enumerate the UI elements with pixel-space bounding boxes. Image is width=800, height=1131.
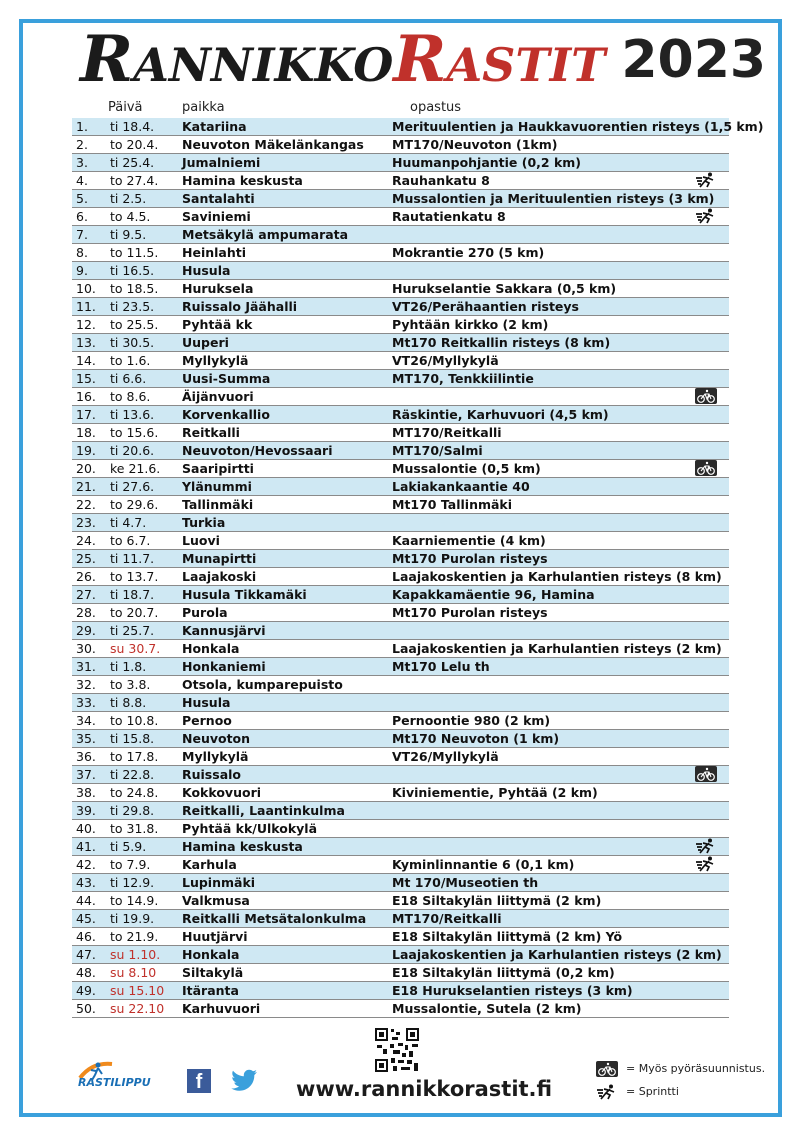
row-number: 45. xyxy=(76,911,96,926)
row-date: ti 5.9. xyxy=(110,839,147,854)
row-direction: E18 Siltakylän liittymä (0,2 km) xyxy=(392,965,615,980)
row-date: ti 20.6. xyxy=(110,443,155,458)
table-row xyxy=(72,658,729,676)
row-place: Katariina xyxy=(182,119,247,134)
row-place: Kannusjärvi xyxy=(182,623,266,638)
row-direction: Merituulentien ja Haukkavuorentien risteys (1,5 km) xyxy=(392,119,764,134)
row-place: Itäranta xyxy=(182,983,239,998)
row-date: ti 6.6. xyxy=(110,371,147,386)
row-number: 13. xyxy=(76,335,96,350)
row-direction: Kyminlinnantie 6 (0,1 km) xyxy=(392,857,575,872)
row-date: ti 12.9. xyxy=(110,875,155,890)
table-row xyxy=(72,604,729,622)
row-direction: MT170/Reitkalli xyxy=(392,425,502,440)
table-row xyxy=(72,964,729,982)
table-row xyxy=(72,208,729,226)
row-direction: VT26/Myllykylä xyxy=(392,749,499,764)
row-direction: Kaarniementie (4 km) xyxy=(392,533,546,548)
row-place: Laajakoski xyxy=(182,569,257,584)
table-row xyxy=(72,370,729,388)
row-place: Husula xyxy=(182,695,231,710)
row-number: 4. xyxy=(76,173,88,188)
table-row xyxy=(72,820,729,838)
table-row xyxy=(72,550,729,568)
row-place: Pernoo xyxy=(182,713,232,728)
row-place: Siltakylä xyxy=(182,965,244,980)
row-place: Pyhtää kk/Ulkokylä xyxy=(182,821,318,836)
row-date: ti 8.8. xyxy=(110,695,147,710)
row-number: 36. xyxy=(76,749,96,764)
row-place: Luovi xyxy=(182,533,220,548)
row-direction: Mt170 Purolan risteys xyxy=(392,605,548,620)
row-direction: Pyhtään kirkko (2 km) xyxy=(392,317,549,332)
bike-icon xyxy=(695,388,717,404)
row-direction: VT26/Perähaantien risteys xyxy=(392,299,579,314)
row-date: ti 2.5. xyxy=(110,191,147,206)
row-place: Honkala xyxy=(182,947,240,962)
row-place: Huruksela xyxy=(182,281,254,296)
row-date: to 7.9. xyxy=(110,857,151,872)
row-direction: Hurukselantie Sakkara (0,5 km) xyxy=(392,281,617,296)
row-date: su 1.10. xyxy=(110,947,161,962)
row-number: 47. xyxy=(76,947,96,962)
table-row xyxy=(72,694,729,712)
row-direction: Laajakoskentien ja Karhulantien risteys (2 km) xyxy=(392,641,722,656)
row-place: Jumalniemi xyxy=(182,155,261,170)
row-number: 26. xyxy=(76,569,96,584)
row-direction: E18 Siltakylän liittymä (2 km) Yö xyxy=(392,929,623,944)
table-row xyxy=(72,226,729,244)
page-title: RANNIKKORASTIT 2023 xyxy=(80,22,767,97)
row-date: to 20.4. xyxy=(110,137,159,152)
row-date: to 20.7. xyxy=(110,605,159,620)
row-number: 39. xyxy=(76,803,96,818)
row-place: Reitkalli, Laantinkulma xyxy=(182,803,345,818)
row-direction: MT170/Reitkalli xyxy=(392,911,502,926)
table-row xyxy=(72,352,729,370)
row-place: Ruissalo Jäähalli xyxy=(182,299,298,314)
row-number: 6. xyxy=(76,209,88,224)
table-row xyxy=(72,676,729,694)
row-number: 12. xyxy=(76,317,96,332)
row-number: 23. xyxy=(76,515,96,530)
table-row xyxy=(72,874,729,892)
table-row xyxy=(72,406,729,424)
row-number: 41. xyxy=(76,839,96,854)
row-place: Purola xyxy=(182,605,228,620)
table-row xyxy=(72,748,729,766)
table-row xyxy=(72,118,764,136)
row-date: to 17.8. xyxy=(110,749,159,764)
table-row xyxy=(72,766,729,784)
row-place: Kokkovuori xyxy=(182,785,262,800)
qr-code-icon[interactable] xyxy=(374,1027,420,1073)
table-row xyxy=(72,946,729,964)
row-number: 49. xyxy=(76,983,96,998)
row-number: 27. xyxy=(76,587,96,602)
bike-icon xyxy=(695,766,717,782)
row-direction: Rautatienkatu 8 xyxy=(392,209,506,224)
row-place: Neuvoton/Hevossaari xyxy=(182,443,333,458)
row-place: Husula xyxy=(182,263,231,278)
row-place: Lupinmäki xyxy=(182,875,256,890)
row-date: su 22.10 xyxy=(110,1001,165,1016)
row-place: Saaripirtti xyxy=(182,461,254,476)
row-date: to 11.5. xyxy=(110,245,159,260)
row-place: Saviniemi xyxy=(182,209,251,224)
row-number: 24. xyxy=(76,533,96,548)
row-date: to 6.7. xyxy=(110,533,151,548)
row-place: Metsäkylä ampumarata xyxy=(182,227,349,242)
row-date: to 21.9. xyxy=(110,929,159,944)
row-number: 50. xyxy=(76,1001,96,1016)
row-date: ti 18.7. xyxy=(110,587,155,602)
row-date: su 30.7. xyxy=(110,641,161,656)
row-place: Äijänvuori xyxy=(182,389,254,404)
row-date: to 1.6. xyxy=(110,353,151,368)
row-place: Ruissalo xyxy=(182,767,241,782)
sprint-icon xyxy=(695,172,717,188)
facebook-icon[interactable]: f xyxy=(187,1069,211,1093)
row-place: Uuperi xyxy=(182,335,229,350)
row-date: to 25.5. xyxy=(110,317,159,332)
row-number: 40. xyxy=(76,821,96,836)
row-place: Ylänummi xyxy=(182,479,252,494)
table-row xyxy=(72,334,729,352)
row-date: to 3.8. xyxy=(110,677,151,692)
table-row xyxy=(72,478,729,496)
table-row xyxy=(72,190,729,208)
row-number: 15. xyxy=(76,371,96,386)
row-date: to 10.8. xyxy=(110,713,159,728)
row-date: ti 25.7. xyxy=(110,623,155,638)
row-direction: Mt170 Tallinmäki xyxy=(392,497,513,512)
row-date: to 8.6. xyxy=(110,389,151,404)
row-place: Karhuvuori xyxy=(182,1001,261,1016)
header-direction: opastus xyxy=(410,100,462,115)
row-direction: Mokrantie 270 (5 km) xyxy=(392,245,545,260)
row-date: to 15.6. xyxy=(110,425,159,440)
row-number: 9. xyxy=(76,263,88,278)
row-number: 10. xyxy=(76,281,96,296)
row-date: ti 23.5. xyxy=(110,299,155,314)
row-direction: Mussalontie, Sutela (2 km) xyxy=(392,1001,582,1016)
row-direction: Laajakoskentien ja Karhulantien risteys (8 km) xyxy=(392,569,722,584)
row-place: Uusi-Summa xyxy=(182,371,271,386)
row-direction: Kiviniementie, Pyhtää (2 km) xyxy=(392,785,598,800)
row-number: 34. xyxy=(76,713,96,728)
row-direction: Räskintie, Karhuvuori (4,5 km) xyxy=(392,407,609,422)
row-date: to 14.9. xyxy=(110,893,159,908)
table-row xyxy=(72,928,729,946)
row-date: ti 29.8. xyxy=(110,803,155,818)
table-row xyxy=(72,622,729,640)
row-place: Hamina keskusta xyxy=(182,839,303,854)
row-direction: Mt170 Purolan risteys xyxy=(392,551,548,566)
row-direction: Kapakkamäentie 96, Hamina xyxy=(392,587,595,602)
table-row xyxy=(72,712,729,730)
table-row xyxy=(72,316,729,334)
table-row xyxy=(72,838,729,856)
row-date: ti 16.5. xyxy=(110,263,155,278)
row-direction: Lakiakankaantie 40 xyxy=(392,479,530,494)
row-direction: Rauhankatu 8 xyxy=(392,173,490,188)
sprint-icon xyxy=(695,208,717,224)
row-number: 32. xyxy=(76,677,96,692)
table-row xyxy=(72,496,729,514)
table-row xyxy=(72,460,729,478)
table-row xyxy=(72,784,729,802)
row-number: 28. xyxy=(76,605,96,620)
row-number: 30. xyxy=(76,641,96,656)
row-place: Myllykylä xyxy=(182,749,249,764)
row-direction: Mt 170/Museotien th xyxy=(392,875,539,890)
row-number: 5. xyxy=(76,191,88,206)
header-day: Päivä xyxy=(108,100,143,115)
table-row xyxy=(72,514,729,532)
row-date: ke 21.6. xyxy=(110,461,161,476)
row-place: Turkia xyxy=(182,515,226,530)
row-date: ti 1.8. xyxy=(110,659,147,674)
row-number: 8. xyxy=(76,245,88,260)
row-place: Korvenkallio xyxy=(182,407,270,422)
row-number: 29. xyxy=(76,623,96,638)
row-place: Honkaniemi xyxy=(182,659,266,674)
row-date: to 27.4. xyxy=(110,173,159,188)
row-direction: Laajakoskentien ja Karhulantien risteys (2 km) xyxy=(392,947,722,962)
row-date: ti 11.7. xyxy=(110,551,155,566)
row-direction: VT26/Myllykylä xyxy=(392,353,499,368)
rastilippu-logo: RASTILIPPU xyxy=(78,1060,170,1092)
table-row xyxy=(72,568,729,586)
row-date: to 13.7. xyxy=(110,569,159,584)
row-number: 17. xyxy=(76,407,96,422)
row-number: 37. xyxy=(76,767,96,782)
bike-icon xyxy=(596,1061,618,1077)
row-direction: MT170/Neuvoton (1km) xyxy=(392,137,558,152)
row-number: 2. xyxy=(76,137,88,152)
bike-icon xyxy=(695,460,717,476)
row-number: 33. xyxy=(76,695,96,710)
twitter-icon[interactable] xyxy=(230,1069,258,1093)
row-place: Heinlahti xyxy=(182,245,247,260)
row-number: 35. xyxy=(76,731,96,746)
website-url[interactable]: www.rannikkorastit.fi xyxy=(296,1077,553,1101)
table-row xyxy=(72,262,729,280)
row-date: to 24.8. xyxy=(110,785,159,800)
row-number: 42. xyxy=(76,857,96,872)
row-date: ti 25.4. xyxy=(110,155,155,170)
row-number: 16. xyxy=(76,389,96,404)
row-direction: Huumanpohjantie (0,2 km) xyxy=(392,155,582,170)
row-date: ti 18.4. xyxy=(110,119,155,134)
row-place: Reitkalli xyxy=(182,425,240,440)
row-number: 38. xyxy=(76,785,96,800)
row-number: 22. xyxy=(76,497,96,512)
row-number: 20. xyxy=(76,461,96,476)
row-date: ti 9.5. xyxy=(110,227,147,242)
table-row xyxy=(72,856,729,874)
row-place: Pyhtää kk xyxy=(182,317,253,332)
row-direction: Mussalontie (0,5 km) xyxy=(392,461,541,476)
schedule-table xyxy=(72,118,764,1018)
table-row xyxy=(72,892,729,910)
row-place: Tallinmäki xyxy=(182,497,254,512)
row-date: ti 22.8. xyxy=(110,767,155,782)
table-row xyxy=(72,154,729,172)
table-row xyxy=(72,730,729,748)
row-number: 7. xyxy=(76,227,88,242)
table-row xyxy=(72,280,729,298)
table-row xyxy=(72,532,729,550)
row-place: Neuvoton Mäkelänkangas xyxy=(182,137,364,152)
row-date: ti 19.9. xyxy=(110,911,155,926)
row-date: ti 27.6. xyxy=(110,479,155,494)
row-direction: Pernoontie 980 (2 km) xyxy=(392,713,551,728)
sprint-icon xyxy=(695,838,717,854)
row-number: 1. xyxy=(76,119,88,134)
row-place: Valkmusa xyxy=(182,893,250,908)
row-direction: MT170, Tenkkiilintie xyxy=(392,371,534,386)
row-date: ti 13.6. xyxy=(110,407,155,422)
row-place: Karhula xyxy=(182,857,237,872)
header-place: paikka xyxy=(182,100,225,115)
table-row xyxy=(72,982,729,1000)
row-direction: Mt170 Lelu th xyxy=(392,659,490,674)
row-number: 48. xyxy=(76,965,96,980)
row-date: to 29.6. xyxy=(110,497,159,512)
row-direction: E18 Siltakylän liittymä (2 km) xyxy=(392,893,602,908)
row-number: 31. xyxy=(76,659,96,674)
row-date: to 31.8. xyxy=(110,821,159,836)
row-place: Reitkalli Metsätalonkulma xyxy=(182,911,367,926)
row-direction: Mussalontien ja Merituulentien risteys (3 km) xyxy=(392,191,715,206)
row-number: 19. xyxy=(76,443,96,458)
row-direction: Mt170 Neuvoton (1 km) xyxy=(392,731,560,746)
table-row xyxy=(72,586,729,604)
table-row xyxy=(72,136,729,154)
row-number: 11. xyxy=(76,299,96,314)
row-date: su 8.10 xyxy=(110,965,157,980)
row-direction: MT170/Salmi xyxy=(392,443,483,458)
row-place: Santalahti xyxy=(182,191,255,206)
sprint-icon xyxy=(596,1084,618,1100)
table-row xyxy=(72,388,729,406)
table-row xyxy=(72,424,729,442)
row-place: Huutjärvi xyxy=(182,929,248,944)
row-place: Otsola, kumparepuisto xyxy=(182,677,343,692)
row-number: 25. xyxy=(76,551,96,566)
row-number: 18. xyxy=(76,425,96,440)
sprint-icon xyxy=(695,856,717,872)
row-number: 44. xyxy=(76,893,96,908)
row-place: Munapirtti xyxy=(182,551,257,566)
table-row xyxy=(72,1000,729,1018)
row-date: ti 4.7. xyxy=(110,515,147,530)
row-place: Neuvoton xyxy=(182,731,251,746)
table-row xyxy=(72,910,729,928)
row-number: 14. xyxy=(76,353,96,368)
table-row xyxy=(72,640,729,658)
row-direction: Mt170 Reitkallin risteys (8 km) xyxy=(392,335,611,350)
row-date: to 4.5. xyxy=(110,209,151,224)
row-date: ti 30.5. xyxy=(110,335,155,350)
row-number: 3. xyxy=(76,155,88,170)
row-date: to 18.5. xyxy=(110,281,159,296)
table-row xyxy=(72,802,729,820)
row-date: ti 15.8. xyxy=(110,731,155,746)
row-place: Husula Tikkamäki xyxy=(182,587,307,602)
title-year: 2023 xyxy=(621,30,767,90)
row-place: Hamina keskusta xyxy=(182,173,303,188)
table-row xyxy=(72,298,729,316)
table-row xyxy=(72,244,729,262)
row-number: 43. xyxy=(76,875,96,890)
row-date: su 15.10 xyxy=(110,983,165,998)
row-number: 46. xyxy=(76,929,96,944)
row-place: Myllykylä xyxy=(182,353,249,368)
table-row xyxy=(72,172,729,190)
row-number: 21. xyxy=(76,479,96,494)
row-direction: E18 Hurukselantien risteys (3 km) xyxy=(392,983,633,998)
table-row xyxy=(72,442,729,460)
row-place: Honkala xyxy=(182,641,240,656)
